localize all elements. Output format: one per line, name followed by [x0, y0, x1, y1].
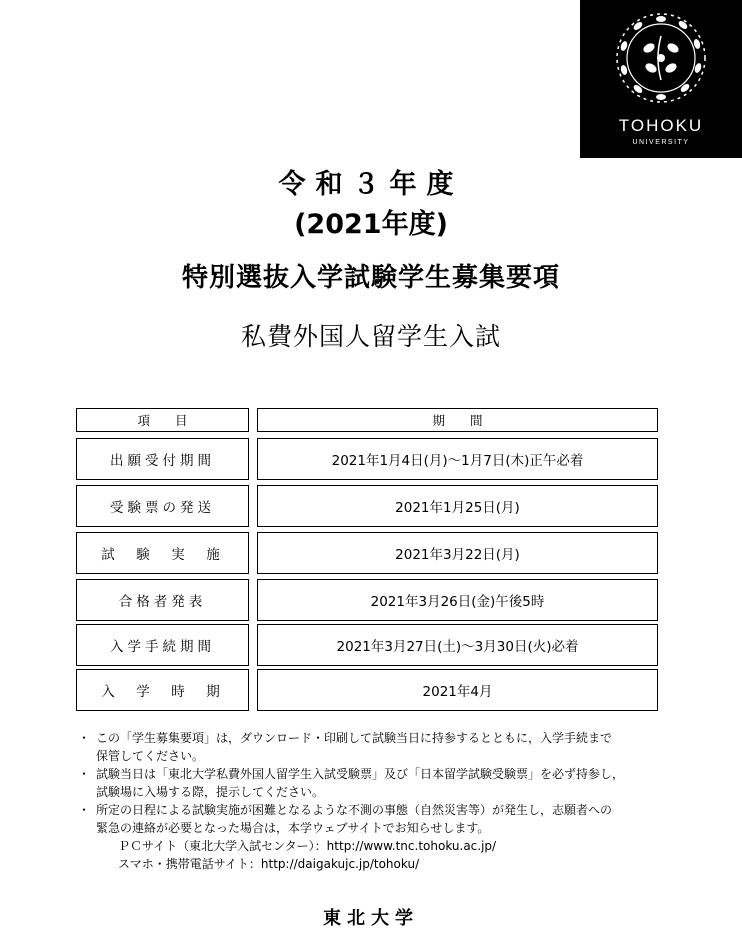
table-row-period: 2021年4月 — [257, 669, 658, 711]
western-year-heading: (2021年度) — [294, 209, 448, 240]
table-row-item: 試 験 実 施 — [76, 532, 249, 574]
notes-section — [78, 729, 678, 873]
footer-university-name: 東北大学 — [323, 908, 419, 929]
note-item — [78, 801, 678, 873]
table-row-item: 合格者発表 — [76, 579, 249, 621]
era-year-heading: 令和３年度 — [278, 169, 464, 200]
logo-name: TOHOKU — [618, 116, 704, 135]
table-row-period: 2021年3月26日(金)午後5時 — [257, 579, 658, 621]
university-logo — [580, 0, 742, 158]
table-row-period: 2021年3月22日(月) — [257, 532, 658, 574]
logo-subtitle: UNIVERSITY — [632, 139, 690, 146]
note-item — [78, 729, 678, 765]
table-row-item: 入 学 時 期 — [76, 669, 249, 711]
table-row-period: 2021年1月25日(月) — [257, 485, 658, 527]
table-row-item: 入学手続期間 — [76, 624, 249, 666]
document-title: 特別選抜入学試験学生募集要項 — [181, 263, 560, 293]
table-header-item: 項 目 — [76, 408, 249, 432]
note-bullet: ・ — [78, 767, 91, 781]
note-text: 緊急の連絡が必要となった場合は，本学ウェブサイトでお知らせします。 — [96, 821, 490, 835]
note-bullet: ・ — [78, 731, 91, 745]
note-bullet: ・ — [78, 803, 91, 817]
note-text: 試験場に入場する際，提示してください。 — [96, 785, 325, 799]
note-text: この「学生募集要項」は，ダウンロード・印刷して試験当日に持参するとともに，入学手続まで — [96, 731, 613, 745]
note-text: 試験当日は「東北大学私費外国人留学生入試受験票」及び「日本留学試験受験票」を必ず持参し， — [96, 767, 625, 781]
note-text: 保管してください。 — [96, 749, 205, 763]
mobile-site-text: スマホ・携帯電話サイト：http://daigakujc.jp/tohoku/ — [118, 857, 420, 871]
table-row-period: 2021年1月4日(月)～1月7日(木)正午必着 — [257, 438, 658, 480]
exam-name: 私費外国人留学生入試 — [240, 322, 501, 351]
tohoku-university-emblem-icon — [611, 8, 711, 108]
table-row-period: 2021年3月27日(土)～3月30日(火)必着 — [257, 624, 658, 666]
pc-site-text: ＰＣサイト（東北大学入試センター）：http://www.tnc.tohoku.ac.jp/ — [118, 839, 497, 853]
note-item — [78, 765, 678, 801]
table-row-item: 出願受付期間 — [76, 438, 249, 480]
table-header-period: 期 間 — [257, 408, 658, 432]
note-text: 所定の日程による試験実施が困難となるような不測の事態（自然災害等）が発生し，志願者への — [96, 803, 613, 817]
table-row-item: 受験票の発送 — [76, 485, 249, 527]
